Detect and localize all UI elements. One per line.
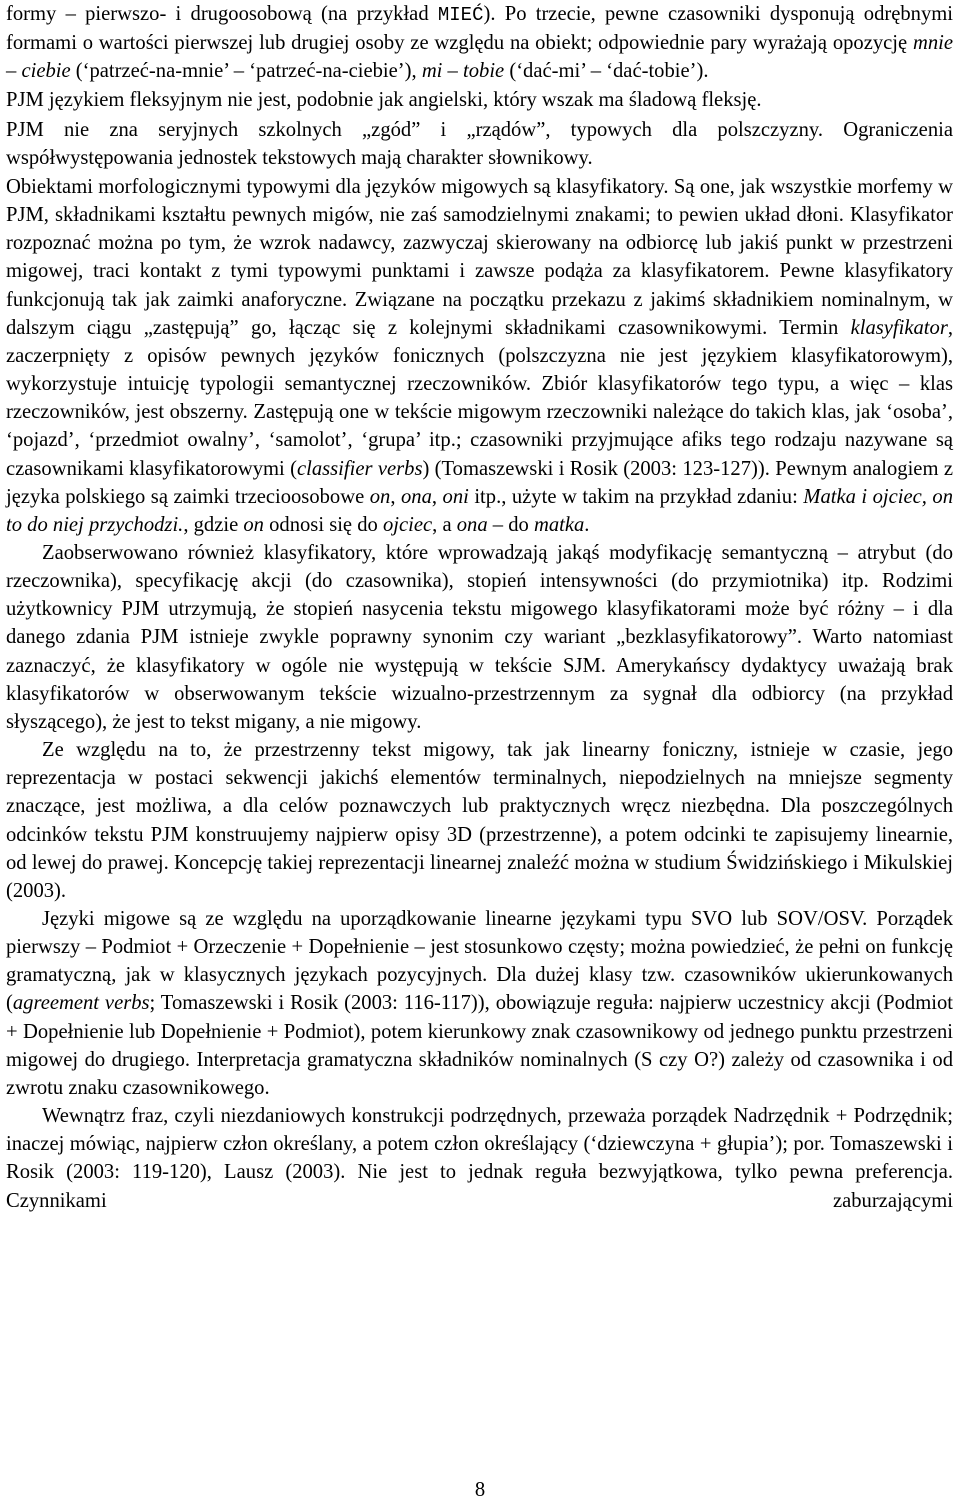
- text-run: ) (Tomaszewski i Rosik (2003: 123-127)). Pewnym analogiem z języka polskiego są zaimki trzecioosobowe: [6, 457, 953, 508]
- italic-term: agreement verbs: [12, 992, 150, 1015]
- text-run: –: [442, 60, 463, 83]
- text-run: – do: [487, 513, 534, 536]
- text-run: Języki migowe są ze względu na uporządkowanie linearne językami typu SVO lub SOV/OSV. Porządek pierwszy – Podmiot + Orzeczenie + Dopełnienie – jest stosunkowo częsty; można powiedzieć, że pełni on funkcję gramatyczną, jak w klasycznych językach pozycyjnych. Dla dużej klasy tzw. czasowników ukierunkowanych (: [6, 908, 953, 1015]
- text-run: ,: [390, 485, 401, 508]
- page-number: 8: [474, 1479, 486, 1501]
- text-run: , a: [432, 513, 457, 536]
- text-run: –: [6, 60, 22, 83]
- paragraph-4: [6, 173, 953, 539]
- italic-example: Matka i ojciec, on to do niej przychodzi.: [6, 485, 954, 536]
- italic-term: mnie: [912, 32, 953, 55]
- text-run: .: [584, 513, 590, 536]
- paragraph-8: Wewnątrz fraz, czyli niezdaniowych konstrukcji podrzędnych, przeważa porządek Nadrzędnik + Podrzędnik; inaczej mówiąc, najpierw człon określany, a potem człon określający (‘dziewczyna + głupia’); por. Tomaszewski i Rosik (2003: 119-120), Lausz (2003). Nie jest to jednak reguła bezwyjątkowa, tylko pewna preferencja. Czynnikami zaburzającymi: [6, 1105, 953, 1212]
- paragraph-6: Ze względu na to, że przestrzenny tekst migowy, tak jak linearny foniczny, istnieje w czasie, jego reprezentacja w postaci sekwencji jakichś elementów terminalnych, niepodzielnych na mniejsze segmenty znaczące, jest możliwa, a dla celów poznawczych lub praktycznych wręcz niezbędna. Dla poszczególnych odcinków tekstu PJM konstruujemy najpierw opisy 3D (przestrzenne), a potem odcinki te zapisujemy linearnie, od lewej do prawej. Koncepcję takiej reprezentacji linearnej znaleźć można w studium Świdzińskiego i Mikulskiej (2003).: [6, 739, 953, 902]
- italic-term: oni: [442, 485, 469, 508]
- italic-term: on: [369, 485, 391, 508]
- italic-term: matka: [533, 513, 585, 536]
- text-run: ; Tomaszewski i Rosik (2003: 116-117)), obowiązuje reguła: najpierw uczestnicy akcji (Podmiot + Dopełnienie lub Dopełnienie + Podmiot), potem kierunkowy znak czasownikowy od jednego punktu przestrzeni migowej do drugiego. Interpretacja gramatyczna składników nominalnych (S czy O?) zależy od czasownika i od zwrotu znaku czasownikowego.: [6, 992, 953, 1099]
- text-run: , gdzie: [183, 513, 244, 536]
- italic-term: classifier verbs: [296, 457, 423, 480]
- text-run: formy – pierwszo- i drugoosobową (na przykład: [6, 3, 438, 25]
- text-run: (‘dać-mi’ – ‘dać-tobie’).: [504, 60, 709, 83]
- text-run: (‘patrzeć-na-mnie’ – ‘patrzeć-na-ciebie’),: [70, 60, 422, 83]
- paragraph-3: PJM nie zna seryjnych szkolnych „zgód” i „rządów”, typowych dla polszczyzny. Ograniczenia współwystępowania jednostek tekstowych mają charakter słownikowy.: [6, 118, 953, 169]
- paragraph-7: [6, 905, 953, 1102]
- text-run: itp., użyte w takim na przykład zdaniu:: [468, 485, 804, 508]
- italic-term: ciebie: [21, 60, 71, 83]
- text-run: , zaczerpnięty z opisów pewnych języków fonicznych (polszczyzna nie jest językiem klasyfikatorowym), wykorzystuje intuicję typologii semantycznej rzeczowników. Zbiór klasyfikatorów tego typu, a więc – klas rzeczowników, jest obszerny. Zastępują one w tekście migowym rzeczowniki należące do takich klas, jak ‘osoba’, ‘pojazd’, ‘przedmiot owalny’, ‘samolot’, ‘grupa’ itp.; czasowniki przyjmujące afiks tego rodzaju nazywane są czasownikami klasyfikatorowymi (: [6, 316, 953, 480]
- text-run: ,: [431, 485, 443, 508]
- monospace-term: MIEĆ: [437, 4, 484, 26]
- italic-term: mi: [421, 60, 443, 83]
- paragraph-1: [6, 0, 953, 85]
- italic-term: on: [243, 513, 264, 536]
- italic-term: ona: [400, 485, 432, 508]
- paragraph-2: PJM językiem fleksyjnym nie jest, podobnie jak angielski, który wszak ma śladową fleksję.: [6, 89, 762, 112]
- text-run: Obiektami morfologicznymi typowymi dla języków migowych są klasyfikatory. Są one, jak wszystkie morfemy w PJM, składnikami kształtu pewnych migów, nie zaś samodzielnymi znakami; to pewien układ dłoni. Klasyfikator rozpoznać można po tym, że wzrok nadawcy, zazwyczaj skierowany na odbiorcę lub jakiś punkt w przestrzeni migowej, traci kontakt z tymi typowymi punktami i zawsze podąża za klasyfikatorem. Pewne klasyfikatory funkcjonują tak jak zaimki anaforyczne. Związane na początku przekazu z jakimś składnikiem nominalnym, w dalszym ciągu „zastępują” go, łącząc się z kolejnymi składnikami czasownikowymi. Termin: [6, 175, 953, 339]
- text-run: ). Po trzecie, pewne czasowniki dysponują odrębnymi formami o wartości pierwszej lub drugiej osoby ze względu na obiekt; odpowiednie pary wyrażają opozycję: [6, 3, 953, 55]
- text-run: odnosi się do: [263, 513, 383, 536]
- italic-term: tobie: [463, 60, 505, 83]
- italic-term: ona: [456, 513, 488, 536]
- italic-term: ojciec: [382, 513, 433, 536]
- paragraph-5: Zaobserwowano również klasyfikatory, które wprowadzają jakąś modyfikację semantyczną – atrybut (do rzeczownika), specyfikację akcji (do czasownika), stopień intensywności (do przymiotnika) itp. Rodzimi użytkownicy PJM utrzymują, że stopień nasycenia tekstu migowego klasyfikatorami może być różny – i dla danego zdania PJM istnieje zwykle poprawny synonim czy wariant „bezklasyfikatorowy”. Warto natomiast zaznaczyć, że klasyfikatory w ogóle nie występują w tekście SJM. Amerykańscy dydaktycy uważają brak klasyfikatorów w obserwowanym tekście wizualno-przestrzennym za sygnał dla odbiorcy (na przykład słyszącego), że jest to tekst migany, a nie migowy.: [6, 541, 953, 733]
- italic-term: klasyfikator: [850, 316, 948, 339]
